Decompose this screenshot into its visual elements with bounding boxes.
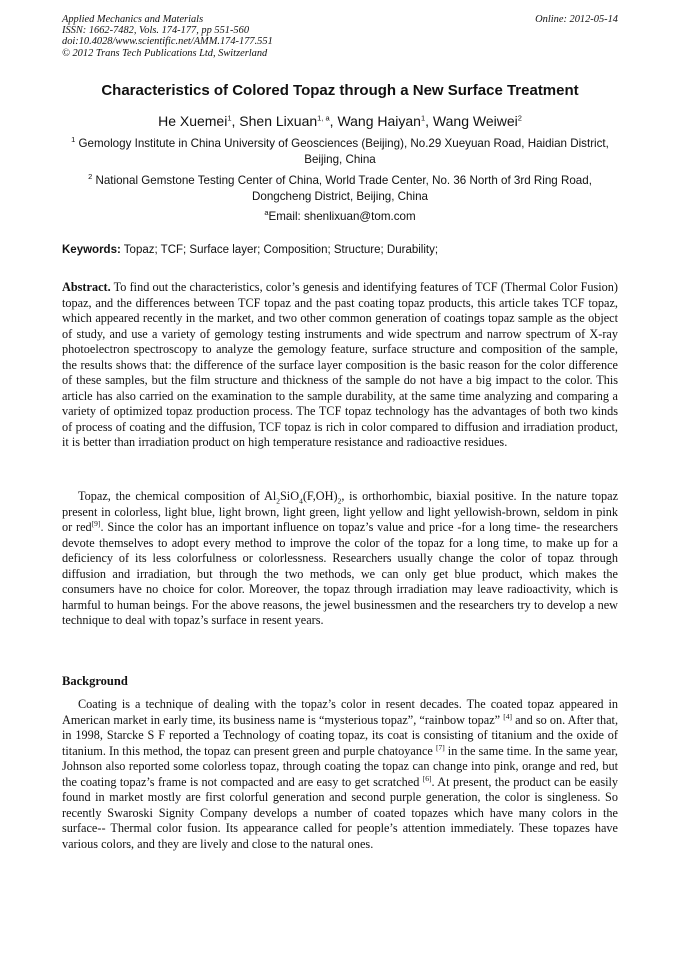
keywords-line [62,244,618,256]
author-separator: , [425,113,433,129]
author-name: Shen Lixuan [239,113,318,129]
section-heading: Background [62,674,128,688]
journal-header [62,14,618,59]
keywords-label: Keywords: [62,244,121,256]
text-run: SiO [279,489,300,503]
text-run: (F,OH) [302,489,338,503]
issn-line: ISSN: 1662-7482, Vols. 174-177, pp 551-560 [62,25,250,37]
online-date: Online: 2012-05-14 [535,14,618,25]
text-run: Coating is a technique of dealing with the topaz’s color in resent decades. The coated topaz appeared in American market in early time, its business name is “mysterious topaz”, “rainbow topaz” [62,697,618,727]
email-text: Email: shenlixuan@tom.com [268,210,416,223]
author-name: Wang Haiyan [337,113,421,129]
author-affil-mark: 1, a [317,113,330,123]
text-run: in the same time. In the same year, Johnson also reported some colorless topaz, through coating the topaz can change into pink, orange and red, but the coating topaz’s frame is not compacted and are easy to get scratched [62,743,618,789]
affiliation-1 [62,136,618,168]
abstract-text: To find out the characteristics, color’s genesis and identifying features of TCF (Thermal Color Fusion) topaz, and the differences between TCF topaz and the past coating topaz products, this article takes TCF topaz, which appeared recently in the market, and two other common generation of coatings topaz sample as the object of study, and use a variety of gemology testing instruments and wide spectrum and narrow spectrum of X-ray photoelectron spectroscopy to analyze the gemology feature, surface structure and composition of the sample, the results shows that: the difference of the surface layer composition is the basic reason for the color difference of these samples, but the film structure and thickness of the sample do not have a big impact to the color. This article has also carried on the examination to the sample durability, at the same time analyzing and comparing a variety of optimized topaz production process. The TCF topaz technology has the advantages of both two kinds of process of coating and the diffusion, TCF topaz is rich in color compared to diffusion and irradiation product, it is better than irradiation product on high temperature resistance and radioactive residues. [62,280,619,449]
intro-paragraph [62,489,618,629]
background-paragraph [62,697,618,852]
citation-ref: [6] [422,773,432,783]
affiliation-mark: 2 [88,172,93,182]
paper-title: Characteristics of Colored Topaz through a New Surface Treatment [101,82,579,99]
citation-ref: [7] [435,742,445,752]
affiliation-text: National Gemstone Testing Center of China, World Trade Center, No. 36 North of 3rd Ring Road, Dongcheng District, Beijing, China [95,174,592,203]
author-affil-mark: 2 [517,113,522,123]
text-run: . At present, the product can be easily found in market mostly are first colorful generation and second purple generation, the color is singleness. So recently Swaroski Signity Company develops a number of coated topazes which have many colors in the surface-- Thermal color fusion. Its appearance called for people’s attention immediately. These topazes have various colors, and they are lively and close to the natural ones. [62,774,619,851]
author-separator: , [231,113,240,129]
author-affil-mark: 1 [420,113,426,123]
author-affil-mark: 1 [227,113,232,123]
email-mark: a [264,208,269,218]
journal-name: Applied Mechanics and Materials [62,14,204,25]
abstract-paragraph [62,280,618,451]
citation-ref: [4] [503,711,512,721]
subscript: 2 [276,496,280,506]
affiliation-text: Gemology Institute in China University of Geosciences (Beijing), No.29 Xueyuan Road, Haidian District, Beijing, China [78,137,609,166]
abstract-label: Abstract. [62,280,111,294]
text-run: , is orthorhombic, biaxial positive. In the nature topaz present in colorless, light blue, light brown, light green, light yellow and light yellowish-brown, seldom in pink or red [62,489,619,534]
author-name: He Xuemei [158,113,228,129]
subscript: 4 [299,496,303,506]
subscript: 2 [337,496,342,506]
affiliation-2 [62,173,618,205]
keywords-text: Topaz; TCF; Surface layer; Composition; Structure; Durability; [123,244,439,256]
copyright-line: © 2012 Trans Tech Publications Ltd, Switzerland [62,47,268,59]
text-run: . Since the color has an important influence on topaz’s value and price -for a long time- the researchers devote themselves to adopt every method to improve the color of the topaz for a long time, to make up for a deficiency of its less colorfulness or colorlessness. Researchers usually change the color of topaz through diffusion and irradiation, but through the two methods, we can only get blue product, which makes the consumers have no choice for color. Moreover, the topaz through irradiation may leave radioactivity, which is harmful to human beings. For the above reasons, the jewel businessmen and the researchers try to develop a new technique to deal with topaz’s surface in resent years. [62,520,618,627]
corresponding-email [62,209,618,225]
affiliation-mark: 1 [71,135,76,145]
text-run: and so on. After that, in 1998, Starcke S F reported a Technology of coating topaz, its coat is consisting of titanium and the oxide of titanium. In this method, the topaz can present green and purple chatoyance [62,712,619,758]
author-separator: , [329,113,338,129]
text-run: Topaz, the chemical composition of Al [78,489,277,503]
author-list [62,113,618,129]
citation-ref: [9] [91,518,101,528]
doi-line: doi:10.4028/www.scientific.net/AMM.174-177.551 [62,36,273,48]
author-name: Wang Weiwei [432,113,518,129]
